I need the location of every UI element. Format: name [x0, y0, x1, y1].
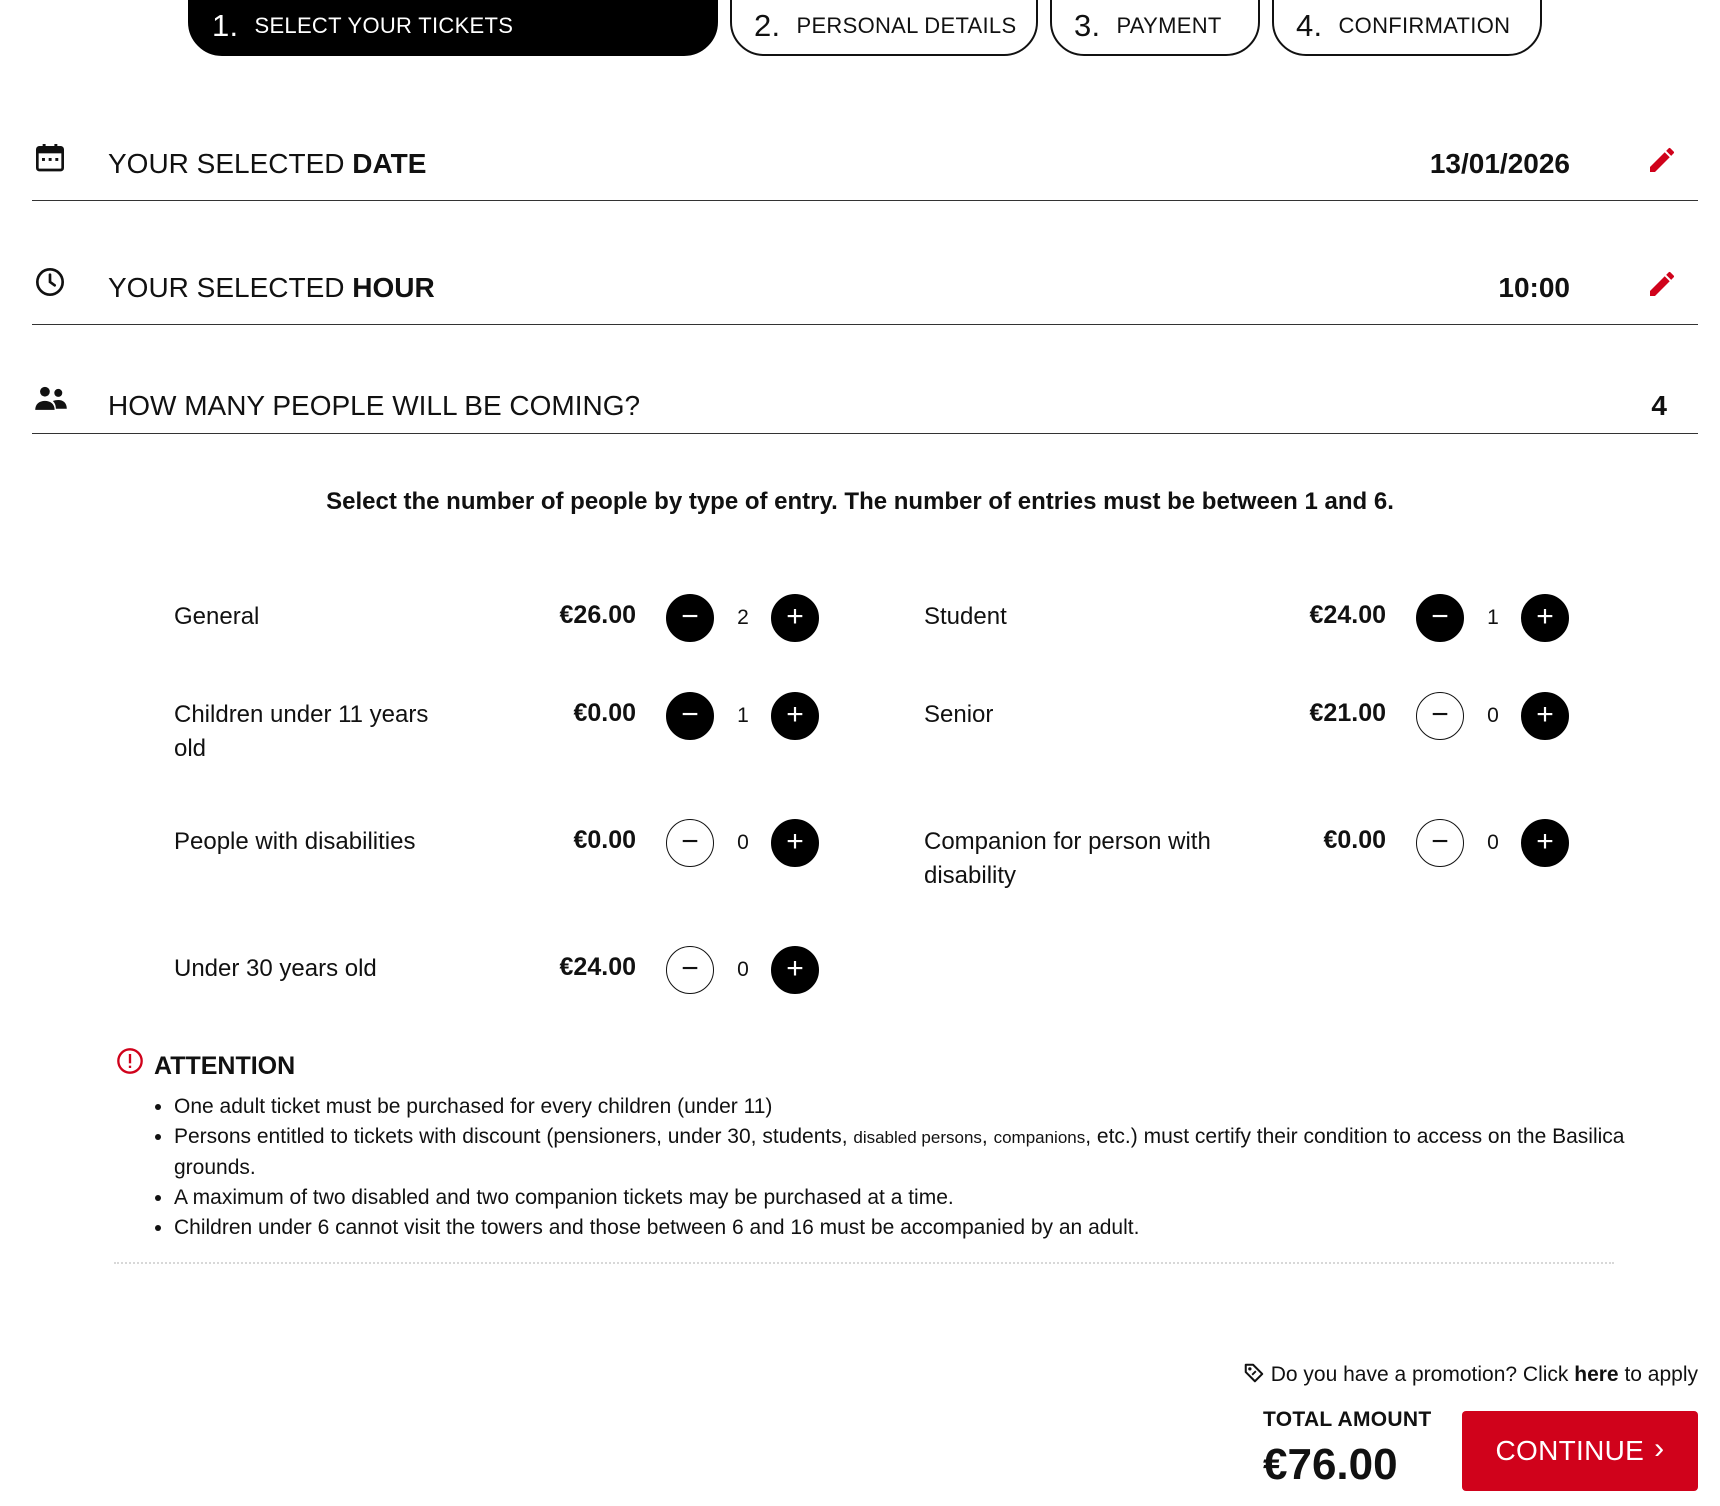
increase-children-button[interactable]: +: [771, 692, 819, 740]
calendar-icon: [34, 142, 66, 179]
decrease-under-30-button[interactable]: −: [666, 946, 714, 994]
selected-hour-value: 10:00: [1498, 272, 1570, 303]
divider: [32, 433, 1698, 434]
attention-list: [150, 1092, 1634, 1243]
step-number: 4.: [1296, 8, 1323, 43]
ticket-price-children: €0.00: [573, 699, 636, 727]
continue-label: CONTINUE: [1495, 1435, 1645, 1466]
ticket-price-student: €24.00: [1309, 601, 1386, 629]
attention-item: • One adult ticket must be purchased for every children (under 11): [174, 1092, 1634, 1122]
step-personal-details[interactable]: [730, 0, 1038, 56]
hour-label-prefix: YOUR SELECTED: [108, 272, 353, 303]
continue-button[interactable]: [1462, 1411, 1698, 1491]
ticket-name-companion: Companion for person with disability: [924, 828, 1211, 889]
date-label: [108, 148, 426, 180]
ticket-name-disabilities: People with disabilities: [174, 828, 416, 855]
ticket-price-companion: €0.00: [1323, 826, 1386, 854]
quantity-senior: 0: [1487, 704, 1499, 727]
total-amount-value: €76.00: [1263, 1440, 1398, 1489]
step-label: PAYMENT: [1116, 13, 1222, 38]
increase-under-30-button[interactable]: +: [771, 946, 819, 994]
attention-text: ,: [981, 1125, 994, 1148]
quantity-student: 1: [1487, 606, 1499, 629]
quantity-companion: 0: [1487, 831, 1499, 854]
ticket-price-senior: €21.00: [1309, 699, 1386, 727]
ticket-price-disabilities: €0.00: [573, 826, 636, 854]
step-label: PERSONAL DETAILS: [796, 13, 1017, 38]
promotion-link[interactable]: here: [1574, 1363, 1619, 1386]
step-label: CONFIRMATION: [1338, 13, 1511, 38]
quantity-disabilities: 0: [737, 831, 749, 854]
divider: [32, 324, 1698, 325]
increase-student-button[interactable]: +: [1521, 594, 1569, 642]
promotion-prompt: [1243, 1362, 1698, 1390]
decrease-children-button[interactable]: −: [666, 692, 714, 740]
decrease-companion-button[interactable]: −: [1416, 819, 1464, 867]
step-number: 1.: [212, 8, 239, 43]
attention-text: Persons entitled to tickets with discount (pensioners, under 30, students,: [174, 1125, 854, 1148]
ticket-price-under-30: €24.00: [559, 953, 636, 981]
selected-date-value: 13/01/2026: [1429, 148, 1570, 179]
attention-text: , etc.) must certify their condition to access on the Basilica grounds.: [174, 1125, 1625, 1179]
increase-companion-button[interactable]: +: [1521, 819, 1569, 867]
ticket-instructions: Select the number of people by type of entry. The number of entries must be between 1 and 6.: [326, 488, 1394, 515]
alert-icon: [116, 1047, 144, 1080]
quantity-general: 2: [737, 606, 749, 629]
tag-icon: [1243, 1362, 1265, 1390]
step-number: 3.: [1074, 8, 1101, 43]
step-number: 2.: [754, 8, 781, 43]
step-label: SELECT YOUR TICKETS: [254, 13, 514, 38]
ticket-name-children: Children under 11 years old: [174, 701, 429, 762]
total-amount-label: TOTAL AMOUNT: [1263, 1408, 1432, 1431]
promotion-text: to apply: [1618, 1363, 1698, 1386]
ticket-name-senior: Senior: [924, 701, 994, 728]
hour-label: [108, 272, 435, 304]
edit-hour-pencil-icon[interactable]: [1646, 268, 1678, 305]
increase-general-button[interactable]: +: [771, 594, 819, 642]
decrease-general-button[interactable]: −: [666, 594, 714, 642]
ticket-name-general: General: [174, 603, 260, 630]
quantity-children: 1: [737, 704, 749, 727]
clock-icon: [34, 266, 66, 303]
step-confirmation[interactable]: [1272, 0, 1542, 56]
ticket-name-under-30: Under 30 years old: [174, 955, 377, 982]
increase-senior-button[interactable]: +: [1521, 692, 1569, 740]
step-payment[interactable]: [1050, 0, 1260, 56]
people-count-label: HOW MANY PEOPLE WILL BE COMING?: [108, 390, 641, 421]
date-label-prefix: YOUR SELECTED: [108, 148, 353, 179]
dotted-divider: [114, 1262, 1614, 1264]
people-icon: [34, 384, 68, 419]
hour-label-bold: HOUR: [352, 272, 435, 303]
increase-disabilities-button[interactable]: +: [771, 819, 819, 867]
attention-title: ATTENTION: [154, 1052, 296, 1080]
attention-item: • Children under 6 cannot visit the towers and those between 6 and 16 must be accompanied by an adult.: [174, 1213, 1634, 1243]
attention-text-small: companions: [993, 1128, 1086, 1147]
decrease-disabilities-button[interactable]: −: [666, 819, 714, 867]
attention-item: • A maximum of two disabled and two companion tickets may be purchased at a time.: [174, 1183, 1634, 1213]
attention-item: [174, 1122, 1634, 1183]
decrease-senior-button[interactable]: −: [1416, 692, 1464, 740]
people-count-value: 4: [1651, 390, 1667, 421]
chevron-right-icon: ›: [1654, 1432, 1665, 1465]
divider: [32, 200, 1698, 201]
date-label-bold: DATE: [352, 148, 427, 179]
quantity-under-30: 0: [737, 958, 749, 981]
ticket-price-general: €26.00: [559, 601, 636, 629]
decrease-student-button[interactable]: −: [1416, 594, 1464, 642]
edit-date-pencil-icon[interactable]: [1646, 144, 1678, 181]
attention-text-small: disabled persons: [853, 1128, 982, 1147]
promotion-text: Do you have a promotion? Click: [1270, 1363, 1575, 1386]
ticket-name-student: Student: [924, 603, 1007, 630]
step-select-tickets[interactable]: [188, 0, 718, 56]
